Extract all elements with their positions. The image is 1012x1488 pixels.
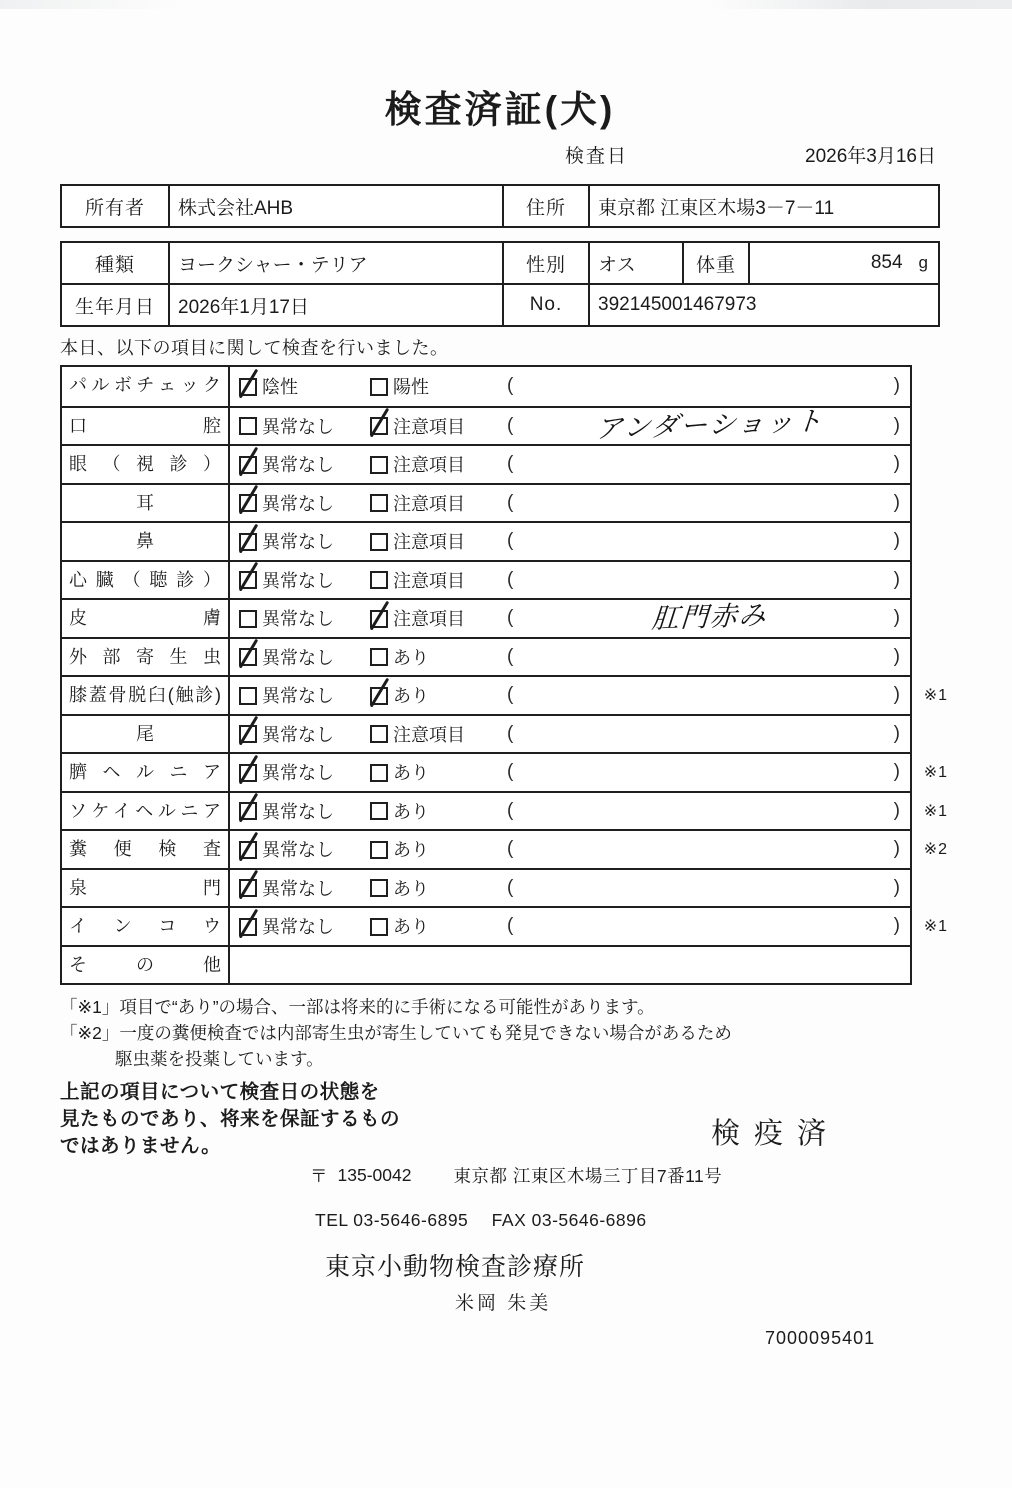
inspection-row — [62, 829, 948, 868]
note-paren-close: ) — [893, 761, 900, 783]
birth-value: 2026年1月17日 — [168, 285, 502, 325]
inspection-item-label: 鼻 — [62, 523, 230, 560]
option-1 — [239, 408, 334, 445]
note-paren-open: ( — [507, 838, 514, 860]
breed-value: ヨークシャー・テリア — [168, 243, 502, 283]
option-2 — [370, 870, 429, 907]
option-2 — [370, 600, 465, 637]
inspection-row-content — [230, 947, 910, 984]
note-paren-open: ( — [507, 491, 514, 513]
option-1-label: 異常なし — [262, 724, 334, 745]
option-1-label: 異常なし — [262, 570, 334, 591]
option-2 — [370, 908, 429, 945]
option-1 — [239, 908, 334, 945]
option-1-label: 異常なし — [262, 493, 334, 514]
option-2 — [370, 523, 465, 560]
inspection-row — [62, 444, 910, 483]
inspection-row — [62, 791, 948, 830]
option-2 — [370, 408, 465, 445]
note-paren-open: ( — [507, 530, 514, 552]
weight-value: 854 — [870, 252, 903, 273]
checkbox-option-1[interactable] — [239, 571, 257, 589]
note-paren-close: ) — [893, 414, 900, 436]
option-2 — [370, 793, 429, 830]
checkbox-option-1[interactable] — [239, 764, 257, 782]
note-paren-close: ) — [893, 568, 900, 590]
inspection-item-label: 心臓（聴診） — [62, 562, 230, 599]
weight-value-cell — [748, 243, 938, 283]
option-2-label: あり — [393, 917, 429, 938]
option-2 — [370, 677, 429, 714]
option-1 — [239, 639, 334, 676]
pet-table-row-birth — [62, 285, 938, 325]
checkbox-option-1[interactable] — [239, 378, 257, 396]
option-2 — [370, 639, 429, 676]
option-2 — [370, 831, 429, 868]
note-paren-open: ( — [507, 645, 514, 667]
inspection-date-value: 2026年3月16日 — [805, 146, 936, 167]
option-2-label: 注意項目 — [393, 416, 465, 437]
inspection-row — [62, 906, 948, 945]
clinic-name: 東京小動物検査診療所 — [325, 1253, 586, 1281]
inspection-row — [62, 868, 910, 907]
no-label: No. — [502, 285, 588, 325]
postal-code: 135-0042 — [337, 1165, 412, 1185]
checkbox-option-1[interactable] — [239, 456, 257, 474]
note-paren-close: ) — [893, 684, 900, 706]
option-1-label: 異常なし — [262, 763, 334, 784]
note-paren-open: ( — [507, 761, 514, 783]
clinic-fax: FAX 03-5646-6896 — [491, 1210, 647, 1230]
checkbox-option-1[interactable] — [239, 879, 257, 897]
postal-mark-icon: 〒 — [310, 1166, 328, 1186]
inspection-row — [62, 637, 910, 676]
option-1 — [239, 716, 334, 753]
inspection-row — [62, 675, 948, 714]
bottom-row — [60, 1079, 940, 1160]
footnote-1: 「※1」項目で“あり”の場合、一部は将来的に手術になる可能性があります。 — [60, 997, 655, 1017]
owner-table — [60, 184, 940, 228]
option-1 — [239, 677, 334, 714]
option-1-label: 異常なし — [262, 878, 334, 899]
footnote-mark: ※1 — [923, 687, 948, 705]
option-1-label: 異常なし — [262, 801, 334, 822]
address-label: 住所 — [502, 186, 588, 226]
pet-table — [60, 241, 940, 327]
intro-text: 本日、以下の項目に関して検査を行いました。 — [60, 338, 449, 358]
note-paren-open: ( — [507, 414, 514, 436]
option-1 — [239, 793, 334, 830]
note-paren-open: ( — [507, 684, 514, 706]
clinic-address: 東京都 江東区木場三丁目7番11号 — [453, 1166, 723, 1186]
checkbox-option-2[interactable] — [370, 648, 388, 666]
option-2 — [370, 446, 465, 483]
inspection-date-row — [60, 144, 940, 170]
checkbox-option-1[interactable] — [239, 687, 257, 705]
breed-label: 種類 — [94, 254, 135, 276]
option-1 — [239, 600, 334, 637]
option-1 — [239, 831, 334, 868]
weight-unit: g — [918, 253, 928, 272]
no-value: 392145001467973 — [588, 285, 938, 325]
option-2-label: 注意項目 — [393, 570, 465, 591]
option-2 — [370, 716, 465, 753]
note-paren-close: ) — [893, 375, 900, 397]
inspection-row — [62, 598, 910, 637]
footnotes — [60, 994, 940, 1072]
pet-table-row-breed — [62, 243, 938, 285]
owner-value: 株式会社AHB — [168, 186, 502, 226]
option-2 — [370, 367, 429, 406]
checkbox-option-2[interactable] — [370, 725, 388, 743]
note-paren-close: ) — [893, 491, 900, 513]
checkbox-option-2[interactable] — [370, 533, 388, 551]
sex-value: オス — [588, 243, 682, 283]
checkbox-option-1[interactable] — [239, 610, 257, 628]
certificate-content — [60, 0, 948, 1349]
inspection-item-label: 泉門 — [62, 870, 230, 907]
checkbox-option-2[interactable] — [370, 879, 388, 897]
inspection-item-label: その他 — [62, 947, 230, 984]
birth-label: 生年月日 — [74, 296, 155, 318]
option-2-label: あり — [393, 878, 429, 899]
note-paren-close: ) — [893, 530, 900, 552]
option-2-label: 陽性 — [393, 377, 429, 398]
note-paren-open: ( — [507, 453, 514, 475]
inspection-row — [62, 560, 910, 599]
inspection-item-label: パルボチェック — [62, 367, 230, 406]
option-1-label: 異常なし — [262, 609, 334, 630]
option-2 — [370, 562, 465, 599]
checkbox-option-1[interactable] — [239, 802, 257, 820]
note-paren-close: ) — [893, 915, 900, 937]
quarantine-stamp: 検疫済 — [710, 1118, 840, 1150]
disclaimer-line-1: 上記の項目について検査日の状態を — [60, 1081, 380, 1103]
inspection-item-label: 外部寄生虫 — [62, 639, 230, 676]
option-1 — [239, 754, 334, 791]
clinic-tel-line — [315, 1210, 940, 1231]
footnote-mark: ※1 — [923, 918, 948, 936]
option-1-label: 異常なし — [262, 647, 334, 668]
note-paren-close: ) — [893, 607, 900, 629]
note-paren-open: ( — [507, 568, 514, 590]
option-1 — [239, 367, 298, 406]
examiner-name: 米岡 朱美 — [455, 1293, 552, 1314]
clinic-tel: TEL 03-5646-6895 — [315, 1210, 469, 1230]
inspection-item-label: 糞便検査 — [62, 831, 230, 868]
checkbox-option-1[interactable] — [239, 533, 257, 551]
option-2-label: 注意項目 — [393, 493, 465, 514]
inspection-item-label: ソケイヘルニア — [62, 793, 230, 830]
disclaimer-line-3: ではありません。 — [60, 1135, 222, 1157]
option-2-label: 注意項目 — [393, 455, 465, 476]
disclaimer-line-2: 見たものであり、将来を保証するもの — [60, 1108, 401, 1130]
checkbox-option-2[interactable] — [370, 802, 388, 820]
option-1 — [239, 870, 334, 907]
inspection-row — [62, 945, 910, 984]
inspection-row — [62, 483, 910, 522]
option-1 — [239, 485, 334, 522]
footnote-mark: ※1 — [923, 764, 948, 782]
owner-table-row — [62, 186, 938, 226]
option-2-label: あり — [393, 763, 429, 784]
note-paren-open: ( — [507, 915, 514, 937]
option-2-label: あり — [393, 801, 429, 822]
option-1-label: 異常なし — [262, 532, 334, 553]
checkbox-option-1[interactable] — [239, 417, 257, 435]
footnote-mark: ※1 — [923, 802, 948, 820]
option-2-label: あり — [393, 686, 429, 707]
option-1 — [239, 446, 334, 483]
checkbox-option-2[interactable] — [370, 764, 388, 782]
option-2-label: 注意項目 — [393, 532, 465, 553]
note-paren-open: ( — [507, 799, 514, 821]
inspection-item-label: 尾 — [62, 716, 230, 753]
note-paren-open: ( — [507, 876, 514, 898]
address-value: 東京都 江東区木場3－7－11 — [588, 186, 938, 226]
clinic-postal-line — [310, 1163, 940, 1188]
checkbox-option-1[interactable] — [239, 648, 257, 666]
inspection-row — [62, 714, 910, 753]
inspection-table — [60, 365, 948, 985]
note-paren-close: ) — [893, 799, 900, 821]
note-paren-open: ( — [507, 375, 514, 397]
inspection-row — [62, 521, 910, 560]
checkbox-option-1[interactable] — [239, 841, 257, 859]
checkbox-option-1[interactable] — [239, 494, 257, 512]
checkbox-option-2[interactable] — [370, 571, 388, 589]
checkbox-option-2[interactable] — [370, 687, 388, 705]
option-1-label: 異常なし — [262, 686, 334, 707]
checkbox-option-2[interactable] — [370, 417, 388, 435]
sex-label: 性別 — [502, 243, 588, 283]
footnote-2: 「※2」一度の糞便検査では内部寄生虫が寄生していても発見できない場合があるため — [60, 1023, 732, 1043]
note-paren-close: ) — [893, 722, 900, 744]
checkbox-option-2[interactable] — [370, 378, 388, 396]
checkbox-option-2[interactable] — [370, 918, 388, 936]
option-1 — [239, 523, 334, 560]
checkbox-option-2[interactable] — [370, 610, 388, 628]
option-2-label: 注意項目 — [393, 724, 465, 745]
owner-label: 所有者 — [84, 197, 145, 219]
note-paren-close: ) — [893, 645, 900, 667]
inspection-item-label: 耳 — [62, 485, 230, 522]
inspection-row — [62, 406, 910, 445]
note-paren-open: ( — [507, 607, 514, 629]
inspection-item-label: 膝蓋骨脱臼(触診) — [62, 677, 230, 714]
option-2 — [370, 754, 429, 791]
inspection-date-label: 検査日 — [565, 146, 629, 167]
inspection-item-label: 眼（視診） — [62, 446, 230, 483]
checkbox-option-2[interactable] — [370, 841, 388, 859]
inspection-item-label: 臍ヘルニア — [62, 754, 230, 791]
option-1-label: 異常なし — [262, 917, 334, 938]
option-2-label: あり — [393, 647, 429, 668]
note-paren-open: ( — [507, 722, 514, 744]
option-1-label: 陰性 — [262, 377, 298, 398]
option-1-label: 異常なし — [262, 455, 334, 476]
weight-label: 体重 — [682, 243, 748, 283]
handwritten-note: アンダーショット — [594, 405, 826, 444]
disclaimer — [60, 1079, 490, 1160]
checkbox-option-2[interactable] — [370, 494, 388, 512]
footnote-2-continued: 駆虫薬を投薬しています。 — [115, 1049, 324, 1069]
option-2 — [370, 485, 465, 522]
inspection-item-label: 口腔 — [62, 408, 230, 445]
footnote-mark: ※2 — [923, 841, 948, 859]
option-1 — [239, 562, 334, 599]
note-paren-close: ) — [893, 453, 900, 475]
checkbox-option-1[interactable] — [239, 725, 257, 743]
inspection-item-label: インコウ — [62, 908, 230, 945]
page-title: 検査済証(犬) — [384, 89, 616, 130]
checkbox-option-1[interactable] — [239, 918, 257, 936]
inspection-row — [62, 752, 948, 791]
option-2-label: 注意項目 — [393, 609, 465, 630]
inspection-row-content — [230, 908, 910, 945]
option-1-label: 異常なし — [262, 416, 334, 437]
checkbox-option-2[interactable] — [370, 456, 388, 474]
note-paren-close: ) — [893, 838, 900, 860]
option-2-label: あり — [393, 840, 429, 861]
handwritten-note: 肛門赤み — [650, 599, 769, 634]
serial-number: 7000095401 — [765, 1328, 876, 1348]
inspection-item-label: 皮膚 — [62, 600, 230, 637]
note-paren-close: ) — [893, 876, 900, 898]
option-1-label: 異常なし — [262, 840, 334, 861]
